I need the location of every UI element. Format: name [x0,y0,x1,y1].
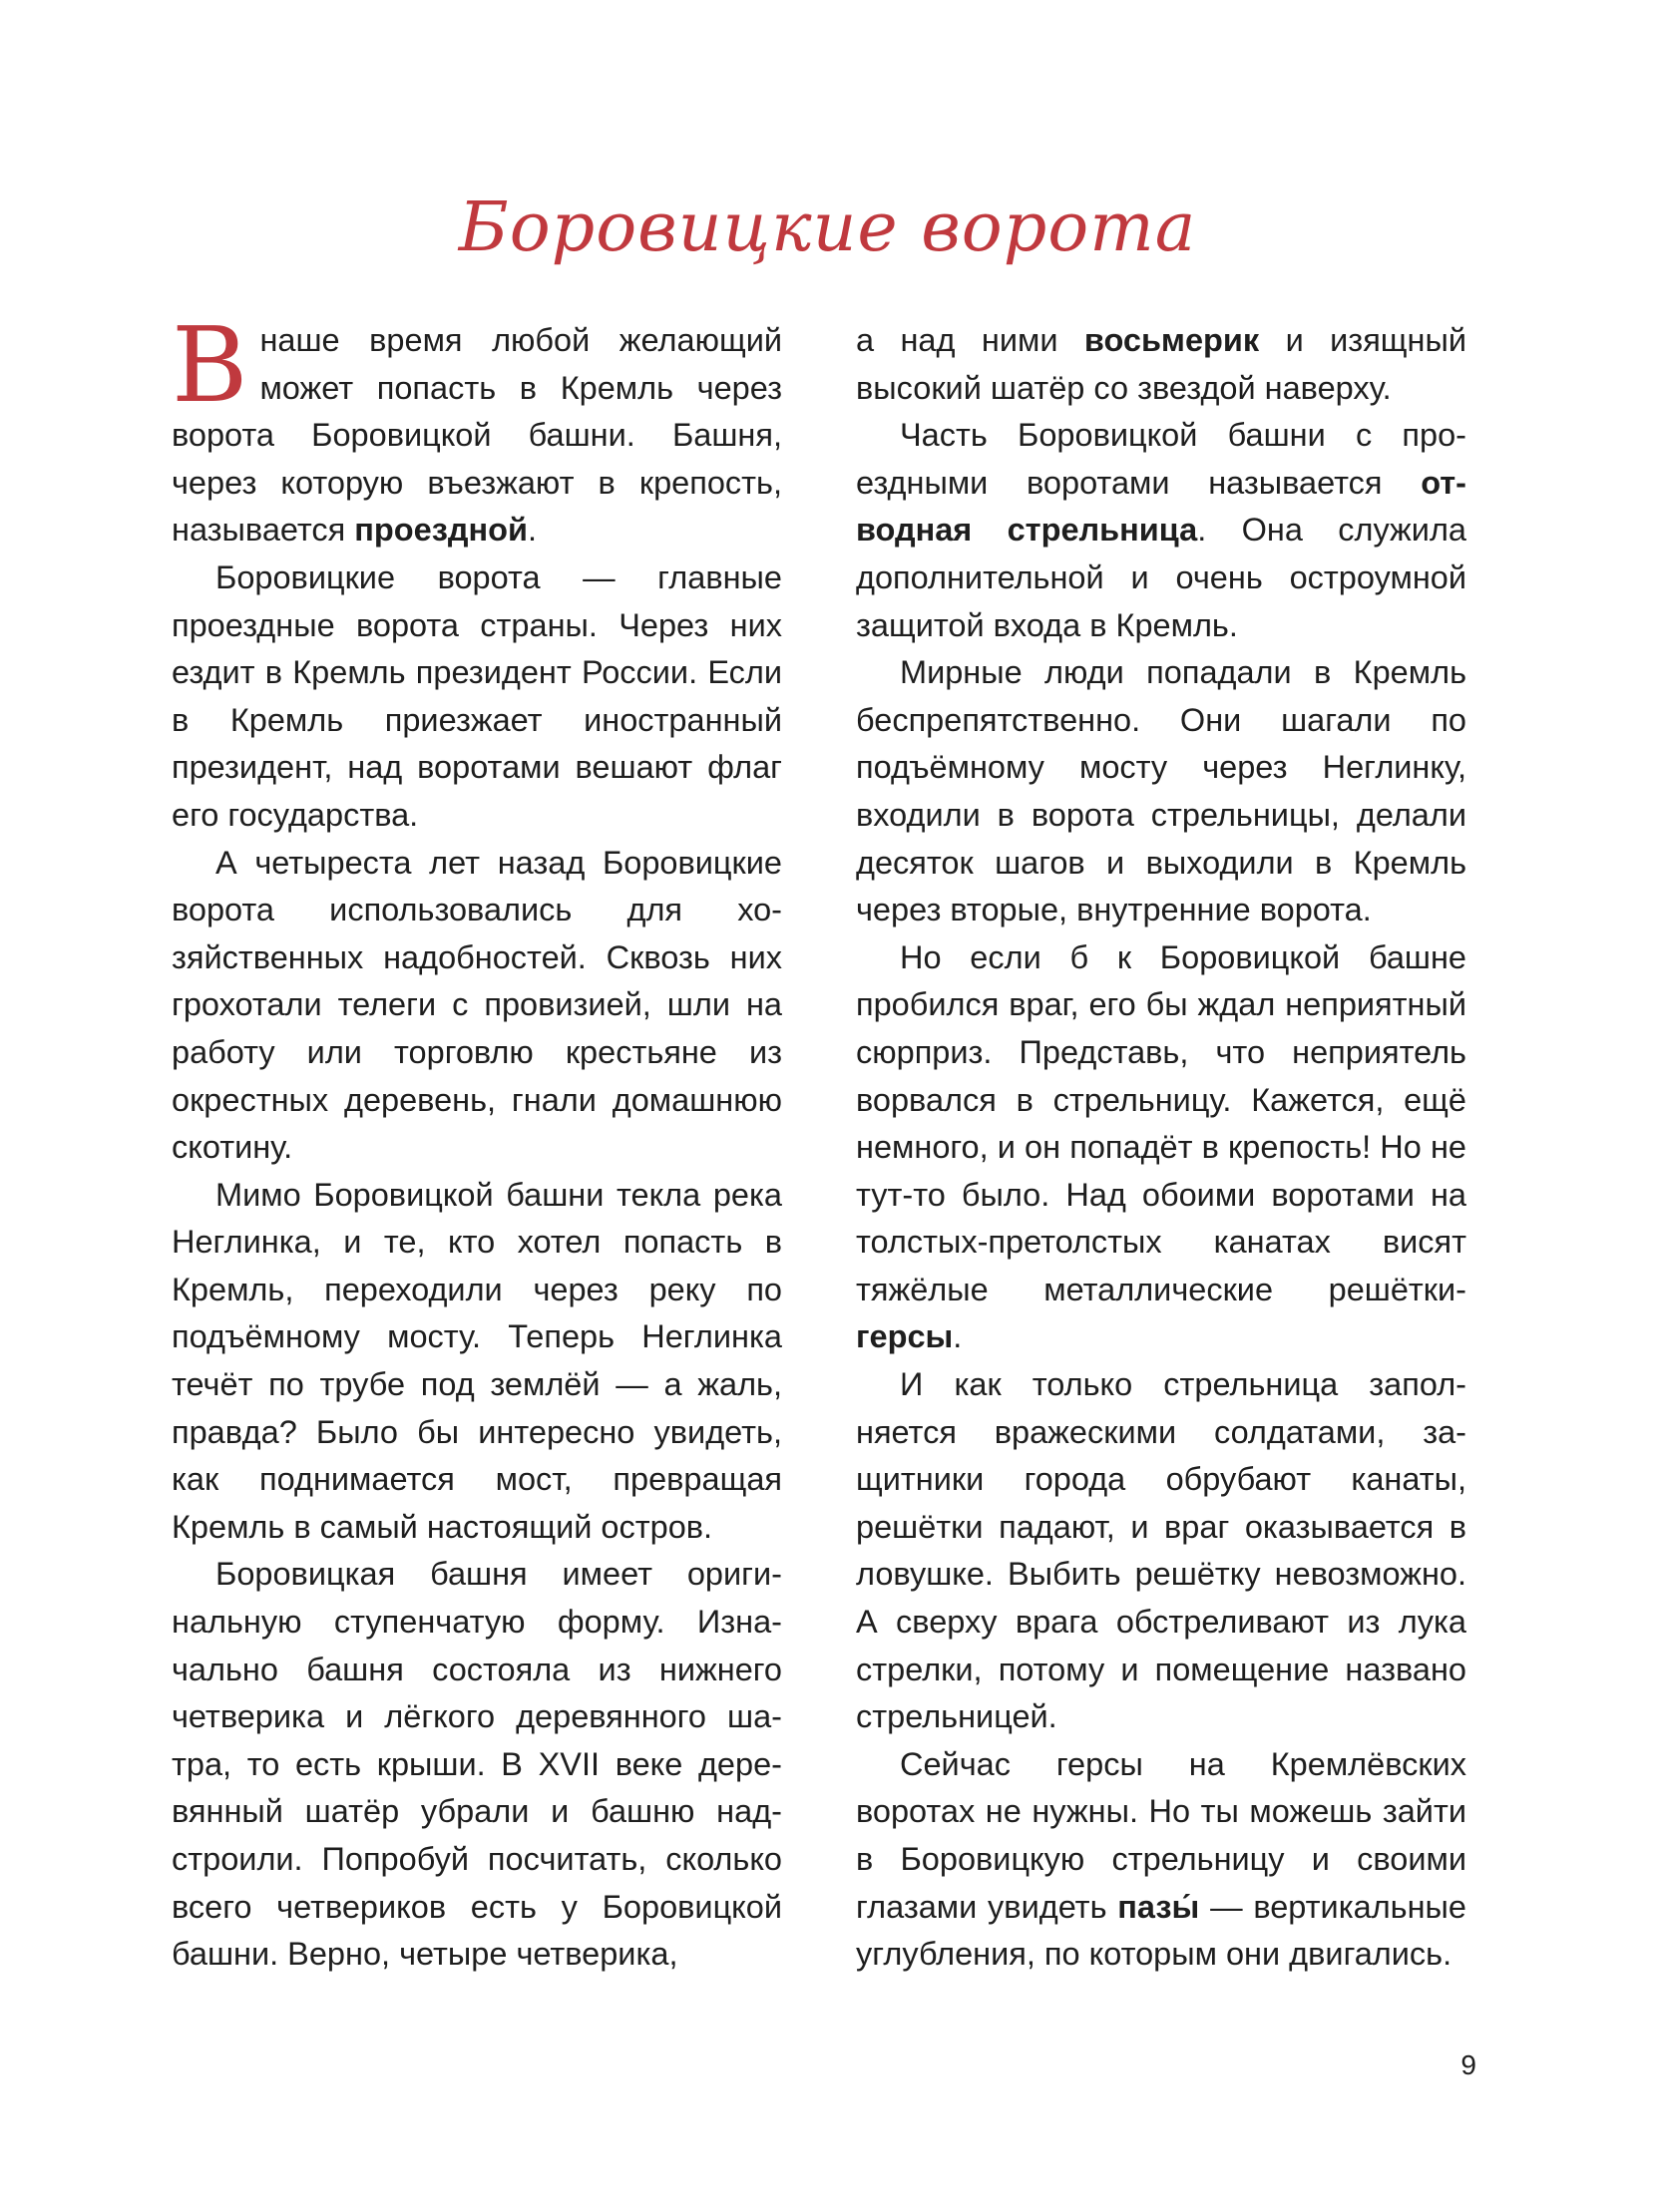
paragraph: Боровицкая башня имеет оригинальную ступенчатую форму. Изначально башня состояла из нижнего четверика и лёгкого деревянного шатра, то есть крыши. В XVII веке деревянный шатёр убрали и башню надстроили. Попробуй посчитать, сколько всего четвериков есть у Боровицкой башни. Верно, четыре четверика, [172,1556,782,1973]
paragraph: И как только стрельница заполняется вражескими солдатами, защитники города обрубают канаты, решётки падают, и враг оказывается в ловушке. Выбить решётку невозможно. А сверху врага обстреливают из лука стрелки, потому и помещение названо стрельницей. [856,1366,1466,1735]
drop-cap: В [172,304,248,426]
paragraph: а над ними восьмерик и изящный высокий шатёр со звездой наверху. [856,322,1466,406]
term-otvodnaya-strelnica: отводная стрельница [856,464,1466,549]
term-vosmerik: восьмерик [1083,322,1260,358]
paragraph: Сейчас герсы на Кремлёвских воротах не нужны. Но ты можешь зайти в Боровицкую стрельницу и своими глазами увидеть пазы́ — вертикальные углубления, по которым они двигались. [856,1745,1466,1973]
right-column [856,317,1466,1979]
paragraph: В наше время любой желающий может попасть в Кремль через ворота Боровицкой башни. Башня, через которую въезжают в крепость, называется проездной. [172,304,782,549]
paragraph: А четыреста лет назад Боровицкие ворота использовались для хозяйственных надобностей. Сквозь них грохотали телеги с провизией, шли на работу или торговлю крестьяне из окрестных деревень, гнали домашнюю скотину. [172,844,782,1166]
paragraph: Мирные люди попадали в Кремль беспрепятственно. Они шагали по подъёмному мосту через Неглинку, входили в ворота стрельницы, делали десяток шагов и выходили в Кремль через вторые, внутренние ворота. [856,654,1466,928]
paragraph: Часть Боровицкой башни с проездными воротами называется отводная стрельница. Она служила дополнительной и очень остроумной защитой входа в Кремль. [856,417,1466,643]
term-proezdnaya: проездной [354,512,528,549]
term-gersy: герсы [856,1318,954,1355]
term-pazy: пазы́ [1117,1888,1200,1925]
left-column [172,304,782,1979]
page-number: 9 [1460,2049,1476,2080]
paragraph: Мимо Боровицкой башни текла река Неглинка, и те, кто хотел попасть в Кремль, переходили через реку по подъёмному мосту. Теперь Неглинка течёт по трубе под землёй — а жаль, правда? Было бы интересно увидеть, как поднимается мост, превращая Кремль в самый настоящий остров. [172,1176,782,1545]
paragraph: Боровицкие ворота — главные проездные ворота страны. Через них ездит в Кремль президент России. Если в Кремль приезжает иностранный президент, над воротами вешают флаг его государства. [172,558,782,833]
page-title: Боровицкие ворота [458,188,1197,267]
paragraph: Но если б к Боровицкой башне пробился враг, его бы ждал неприятный сюрприз. Представь, что неприятель ворвался в стрельницу. Кажется, ещё немного, и он попадёт в крепость! Но не тут-то было. Над обоими воротами на толстых-претолстых канатах висят тяжёлые металлические решётки-герсы. [856,938,1466,1355]
